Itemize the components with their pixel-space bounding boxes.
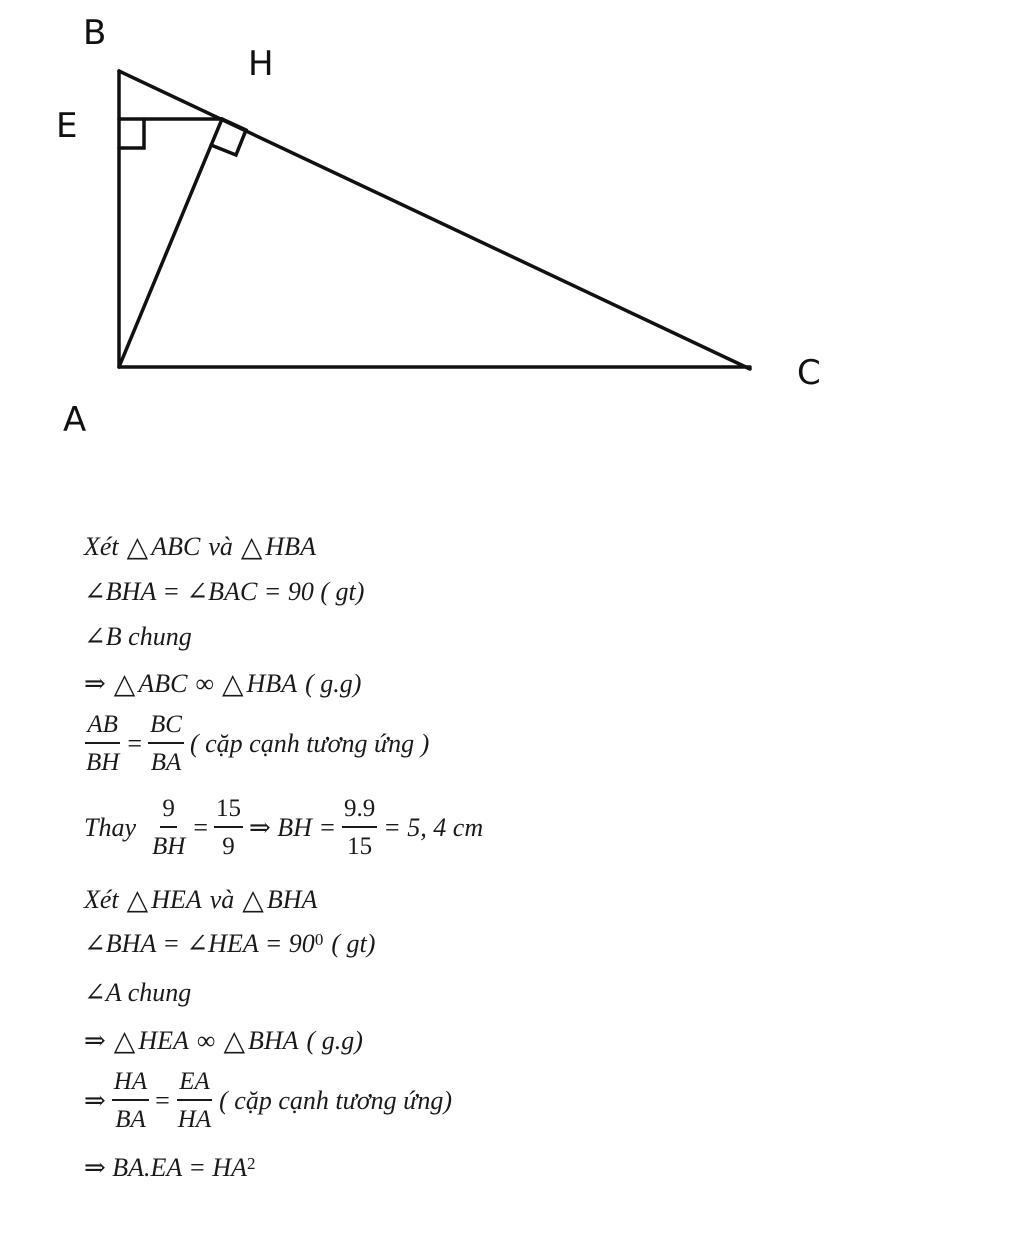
fraction: $\frac{9}{BH}$	[152, 795, 186, 860]
fraction: $\frac{EA}{HA}$	[177, 1068, 212, 1133]
proof-line-8: ∠BHA = ∠HEA = 90 $^0$ ( gt)	[84, 929, 376, 958]
similar-symbol: ∞	[196, 1026, 216, 1055]
segment-bc	[119, 71, 750, 369]
similar-symbol: ∞	[195, 669, 214, 698]
triangle-icon: △	[113, 669, 136, 700]
proof-line-1: Xét △ ABC và △ HBA	[84, 532, 316, 563]
proof-line-3: ∠B chung	[84, 622, 192, 651]
triangle-figure	[0, 0, 1024, 450]
proof-line-4: ⇒ △ ABC ∞ △ HBA ( g.g)	[84, 669, 362, 700]
fraction: $\frac{9.9}{15}$	[344, 795, 376, 860]
label-c: C	[797, 353, 821, 393]
fraction: $\frac{15}{9}$	[216, 795, 241, 860]
fraction: $\frac{AB}{BH}$	[86, 711, 120, 776]
right-angle-mark-e	[119, 119, 144, 148]
label-h: H	[248, 44, 274, 84]
triangle-icon: △	[113, 1026, 136, 1057]
triangle-icon: △	[242, 885, 264, 916]
proof-line-6: Thay $\frac{9}{BH}$ = $\frac{15}{9}$ ⇒ BH = $\frac{9.9}{15}$ = 5, 4 cm	[84, 795, 484, 860]
proof-line-7: Xét △ HEA và △ BHA	[84, 885, 318, 916]
proof-line-5: $\frac{AB}{BH}$ = $\frac{BC}{BA}$ ( cặp cạnh tương ứng )	[86, 711, 430, 776]
triangle-icon: △	[126, 885, 149, 916]
label-a: A	[63, 400, 87, 440]
triangle-icon: △	[240, 532, 263, 563]
label-e: E	[56, 106, 78, 146]
proof-line-2: ∠BHA = ∠BAC = 90 ( gt)	[84, 577, 365, 606]
proof-line-9: ∠A chung	[84, 978, 192, 1007]
proof-line-12: ⇒ BA.EA = HA $^2$	[84, 1153, 256, 1182]
fraction: $\frac{BC}{BA}$	[150, 711, 182, 776]
triangle-icon: △	[222, 669, 244, 700]
fraction: $\frac{HA}{BA}$	[113, 1068, 148, 1133]
segment-ah	[119, 119, 222, 367]
proof-line-10: ⇒ △ HEA ∞ △ BHA ( g.g)	[84, 1026, 363, 1057]
label-b: B	[83, 13, 107, 53]
triangle-icon: △	[223, 1026, 245, 1057]
triangle-icon: △	[126, 532, 149, 563]
proof-line-11: ⇒ $\frac{HA}{BA}$ = $\frac{EA}{HA}$ ( cặp cạnh tương ứng)	[84, 1068, 452, 1133]
